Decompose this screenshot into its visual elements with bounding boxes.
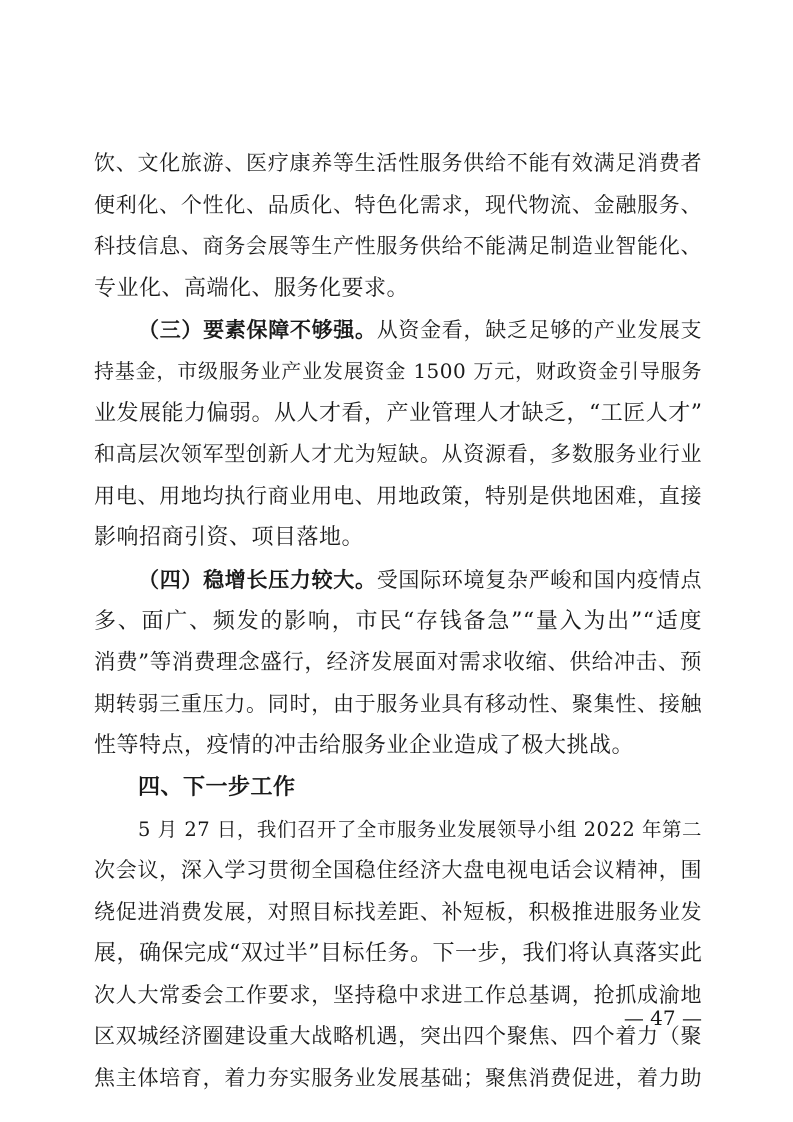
text-line: 专业化、高端化、服务化要求。 [94, 275, 410, 301]
text-line: 便利化、个性化、品质化、特色化需求，现代物流、金融服务、 [94, 192, 702, 217]
section-4-text: 受国际环境复杂严峻和国内疫情点 [376, 567, 703, 592]
text-line: 持基金，市级服务业产业发展资金 1500 万元，财政资金引导服务 [94, 358, 702, 383]
text-line: 消费”等消费理念盛行，经济发展面对需求收缩、供给冲击、预 [94, 650, 702, 676]
section-3-heading: （三）要素保障不够强。 [138, 317, 377, 343]
text-line: 次人大常委会工作要求，坚持稳中求进工作总基调，抢抓成渝地 [94, 982, 702, 1007]
section-3-first-line [94, 309, 702, 351]
text-line: 业发展能力偏弱。从人才看，产业管理人才缺乏，“工匠人才” [94, 400, 703, 426]
text-line: 区双城经济圈建设重大战略机遇，突出四个聚焦、四个着力（聚 [94, 1024, 702, 1049]
text-line: 绕促进消费发展，对照目标找差距、补短板，积极推进服务业发 [94, 899, 702, 924]
text-line: 用电、用地均执行商业用电、用地政策，特别是供地困难，直接 [94, 483, 702, 508]
next-steps-heading: 四、下一步工作 [138, 774, 296, 800]
text-line: 焦主体培育，着力夯实服务业发展基础；聚焦消费促进，着力助 [94, 1066, 702, 1091]
section-4-first-line [94, 559, 702, 601]
page-number: — 47 — [623, 1006, 702, 1030]
text-line: 和高层次领军型创新人才尤为短缺。从资源看，多数服务业行业 [94, 442, 702, 467]
text-line: 饮、文化旅游、医疗康养等生活性服务供给不能有效满足消费者 [94, 151, 702, 175]
text-line: 5 月 27 日，我们召开了全市服务业发展领导小组 2022 年第二 [138, 817, 702, 841]
text-line: 展，确保完成“双过半”目标任务。下一步，我们将认真落实此 [94, 941, 703, 967]
text-line: 多、面广、频发的影响，市民“存钱备急”“量入为出”“适度 [94, 608, 702, 634]
body-text [94, 143, 702, 1100]
section-4-heading: （四）稳增长压力较大。 [138, 566, 377, 592]
text-line: 科技信息、商务会展等生产性服务供给不能满足制造业智能化、 [94, 234, 702, 259]
text-line: 次会议，深入学习贯彻全国稳住经济大盘电视电话会议精神，围 [94, 858, 702, 883]
text-line: 期转弱三重压力。同时，由于服务业具有移动性、聚集性、接触 [94, 691, 702, 716]
text-line: 影响招商引资、项目落地。 [94, 525, 365, 551]
text-line: 性等特点，疫情的冲击给服务业企业造成了极大挑战。 [94, 733, 635, 759]
section-3-text: 从资金看，缺乏足够的产业发展支 [376, 318, 703, 343]
